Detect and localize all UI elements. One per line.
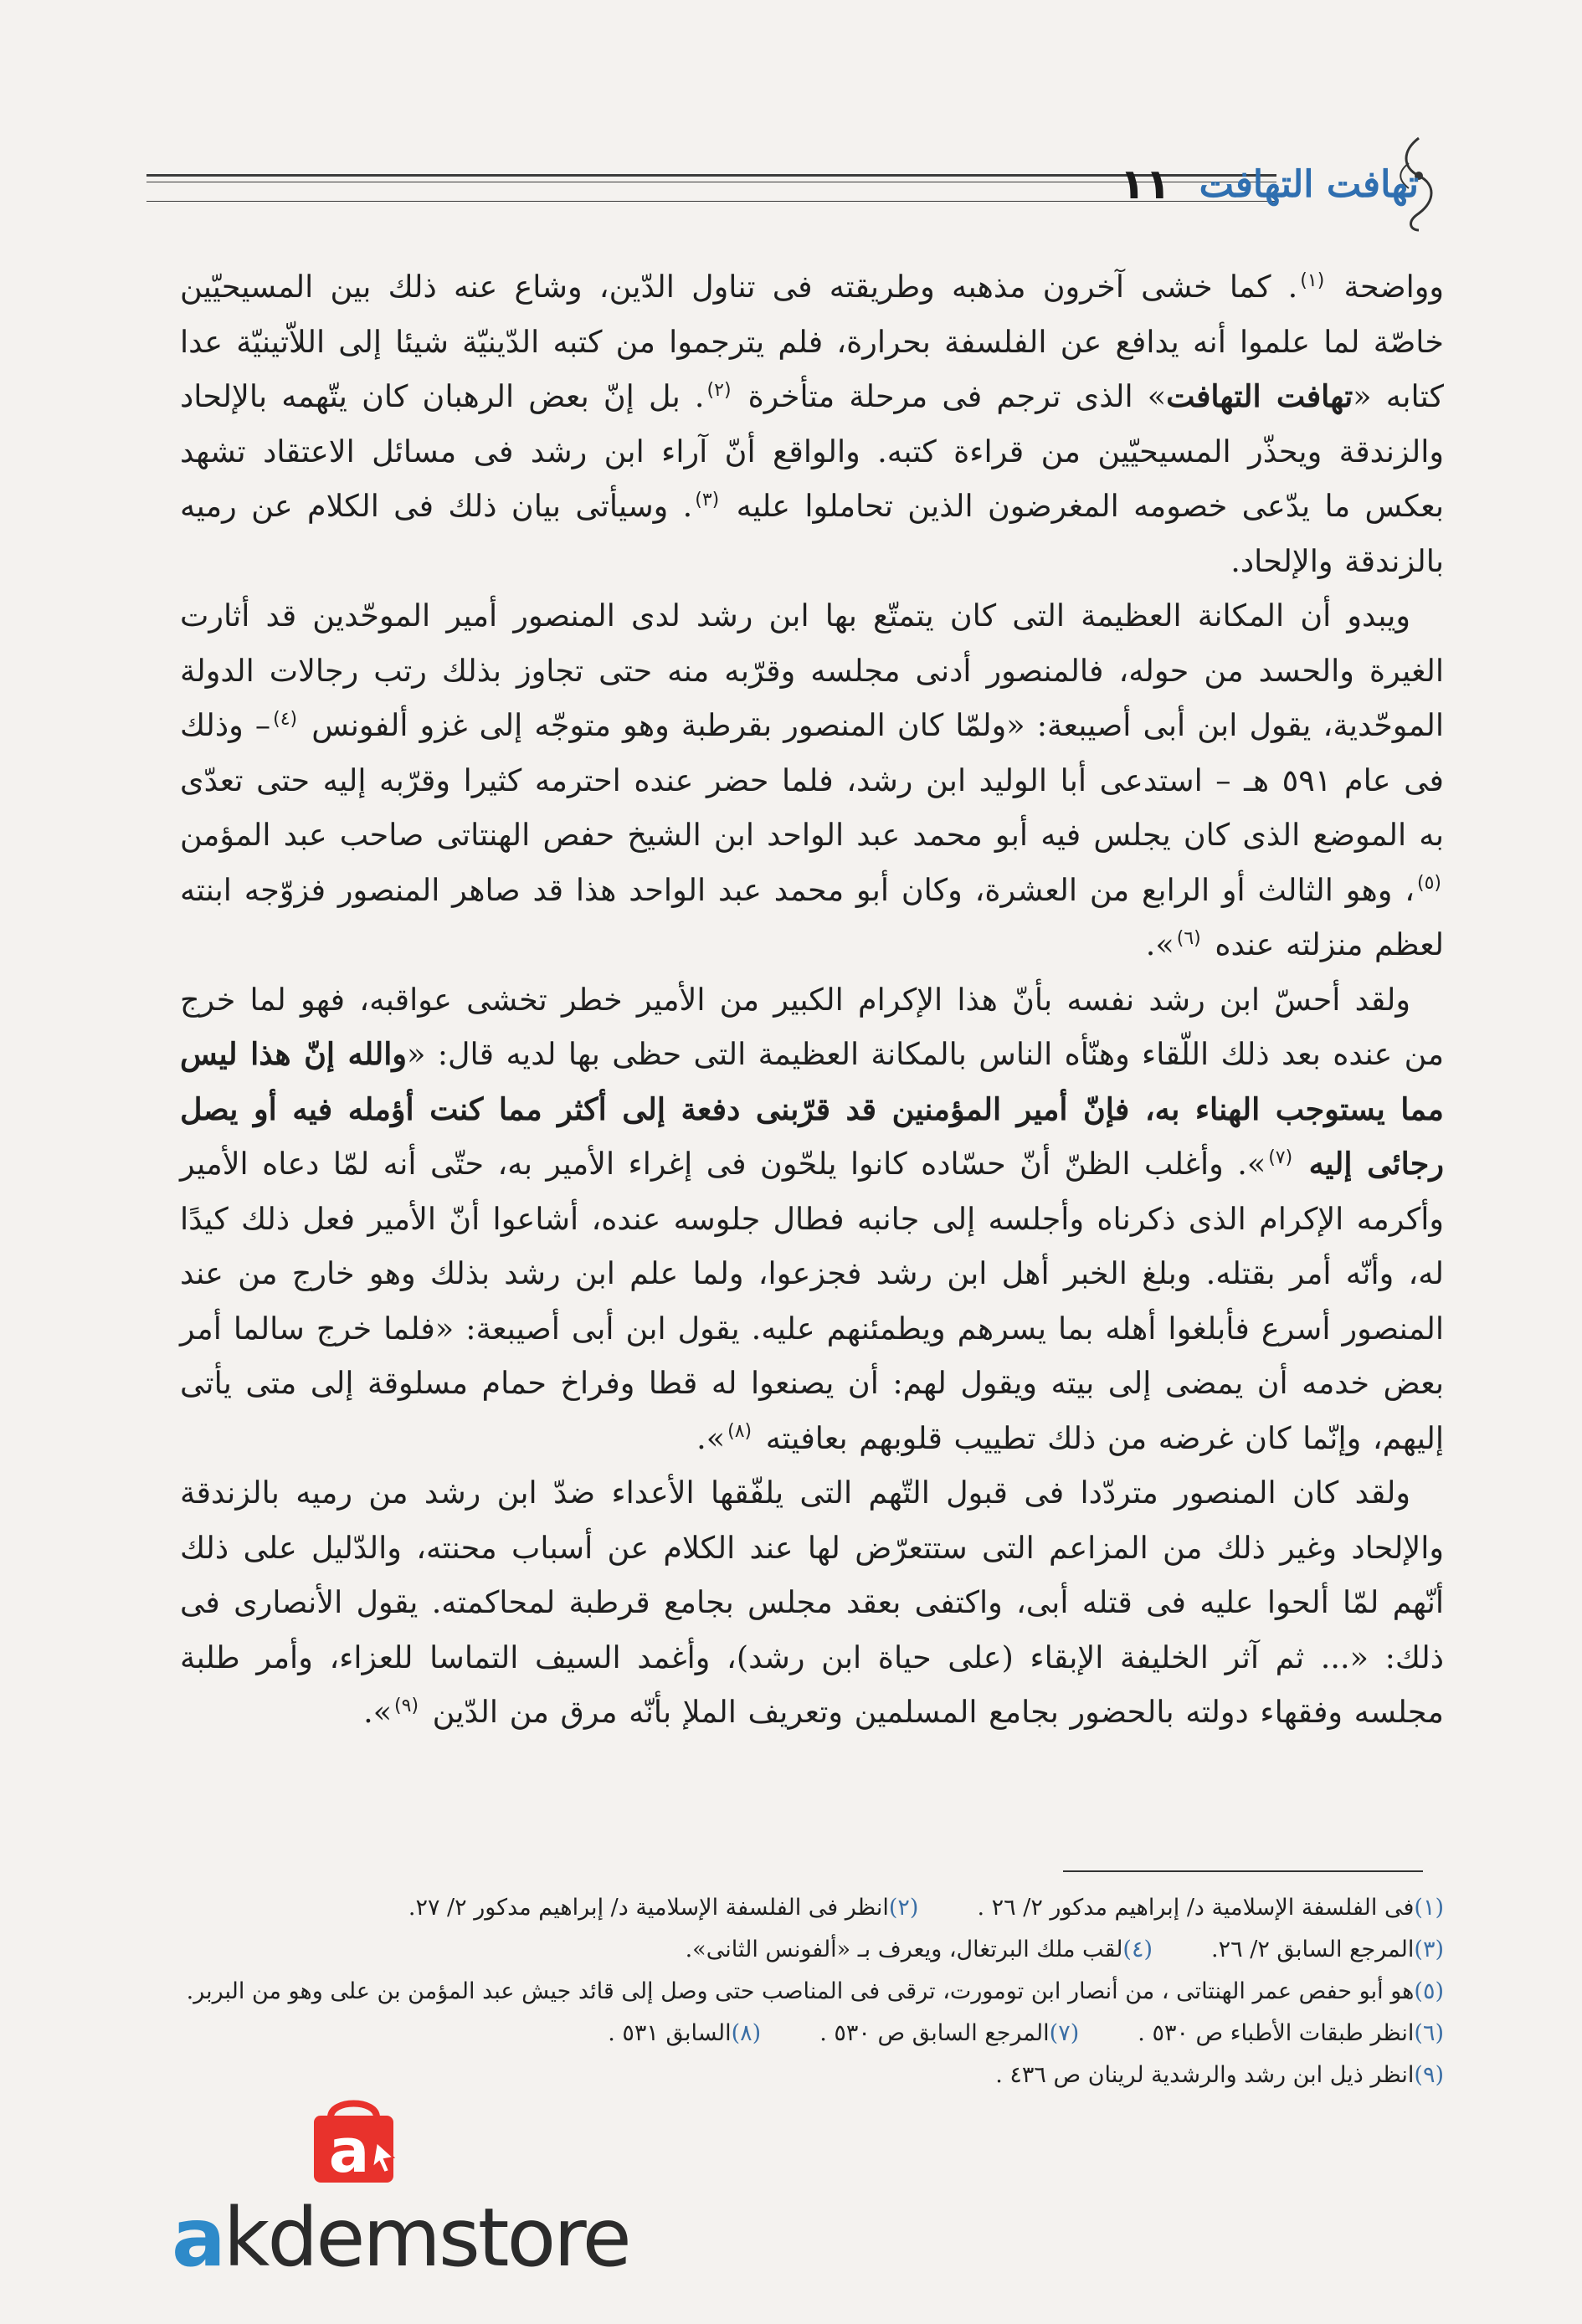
footnote [977, 1887, 1444, 1929]
footnote-rule [1063, 1870, 1423, 1872]
paragraph [180, 259, 1444, 588]
paragraph [180, 588, 1444, 972]
svg-text:a: a [328, 2116, 370, 2184]
running-title: تهافت التهافت [1199, 162, 1419, 206]
text-run: . وسيأتى بيان ذلك فى الكلام عن رميه بالزندقة والإلحاد. [180, 488, 1444, 579]
footnote-text: لقب ملك البرتغال، ويعرف بـ «ألفونس الثانى». [685, 1937, 1123, 1962]
footnote-number: (٨) [731, 2020, 762, 2046]
footnote-text: المرجع السابق ص ٥٣٠ . [819, 2020, 1050, 2046]
footnote-number: (٣) [1414, 1937, 1444, 1962]
text-run: ». [1145, 926, 1174, 962]
footnote-text: انظر طبقات الأطباء ص ٥٣٠ . [1138, 2020, 1415, 2046]
footnote [1138, 2013, 1444, 2055]
footnote-ref: (٥) [1416, 873, 1441, 895]
footnote-row [180, 1971, 1444, 2013]
text-run: – وذلك فى عام ٥٩١ هـ – استدعى أبا الوليد ابن رشد، فلما حضر عنده احترمه كثيرا وقرّبه إليه حتى تعدّى به الموضع الذى كان يجلس فيه أبو محمد عبد الواحد ابن الشيخ حفص الهنتاتى صاحب عبد المؤمن [180, 707, 1444, 853]
footnote-number: (٢) [888, 1895, 919, 1921]
text-run: . بل إنّ بعض الرهبان كان يتّهمه بالإلحاد والزندقة ويحذّر المسيحيّين من قراءة كتبه. والواقع أنّ آراء ابن رشد فى مسائل الاعتقاد تشهد بعكس ما يدّعى خصومه المغرضون الذين تحاملوا عليه [180, 378, 1444, 524]
text-run: ولقد أحسّ ابن رشد نفسه بأنّ هذا الإكرام الكبير من الأمير خطر تخشى عواقبه، فهو لما خرج من عنده بعد ذلك اللّقاء وهنّأه الناس بالمكانة العظيمة التى حظى بها لديه قال: « [180, 981, 1445, 1072]
text-run: ». وأغلب الظنّ أنّ حسّاده كانوا يلحّون فى إغراء الأمير به، حتّى أنه لمّا دعاه الأمير وأكرمه الإكرام الذى ذكرناه وأجلسه إلى جانبه فطال جلوسه عنده، أشاعوا أنّ الأمير فعل ذلك كيدًا له، وأنّه أمر بقتله. وبلغ الخبر أهل ابن رشد فجزعوا، ولما علم ابن رشد بذلك وهو خارج من عند المنصور أسرع فأبلغوا أهله بما يسرهم ويطمئنهم عليه. يقول ابن أبى أصيبعة: «فلما خرج سالما أمر بعض خدمه أن يمضى إلى بيته ويقول لهم: أن يصنعوا له قطا وفراخ حمام مسلوقة إلى متى يأتى إليهم، وإنّما كان غرضه من ذلك تطييب قلوبهم بعافيته [180, 1146, 1445, 1456]
shopping-bag-icon [297, 2092, 410, 2184]
footnote-ref: (٢) [706, 379, 732, 401]
footnote [995, 2055, 1444, 2096]
footnote [408, 1887, 919, 1929]
footnote-text: السابق ٥٣١ . [608, 2020, 732, 2046]
footnotes [180, 1887, 1444, 2096]
footnote [187, 1971, 1444, 2013]
text-run: وواضحة [1327, 269, 1444, 305]
text-run: ». [363, 1694, 393, 1730]
footnote-row [180, 2013, 1444, 2055]
footnote-text: فى الفلسفة الإسلامية د/ إبراهيم مدكور ٢/ ٢٦ . [977, 1895, 1415, 1921]
akdemstore-logo [172, 2092, 629, 2301]
footnote [1211, 1929, 1444, 1971]
paragraph [180, 972, 1444, 1466]
brand-wordmark: akdemstore [172, 2191, 629, 2285]
text-run: ». [696, 1419, 726, 1456]
footnote-number: (٧) [1049, 2020, 1080, 2046]
footnote-text: انظر فى الفلسفة الإسلامية د/ إبراهيم مدكور ٢/ ٢٧. [408, 1895, 889, 1921]
footnote-row [180, 1887, 1444, 1929]
footnote [819, 2013, 1079, 2055]
footnote-text: انظر ذيل ابن رشد والرشدية لرينان ص ٤٣٦ . [995, 2062, 1415, 2088]
page-number: ١١ [1119, 160, 1171, 208]
footnote-row [180, 2055, 1444, 2096]
page-header [146, 126, 1419, 234]
footnote-number: (٤) [1122, 1937, 1153, 1962]
footnote [608, 2013, 761, 2055]
text-run: ، وهو الثالث أو الرابع من العشرة، وكان أبو محمد عبد الواحد هذا قد صاهر المنصور فزوّجه ابنته لعظم منزلته عنده [180, 871, 1444, 962]
footnote-ref: (١) [1300, 269, 1325, 291]
footnote-ref: (٦) [1176, 927, 1201, 949]
footnote-ref: (٧) [1268, 1147, 1293, 1168]
text-run: . كما خشى آخرون مذهبه وطريقته فى تناول الدّين، وشاع عنه ذلك بين المسيحيّين خاصّة لما علموا أنه يدافع عن الفلسفة بحرارة، فلم يترجموا من كتبه الدّينيّة شيئا إلى اللاّتينيّة عدا كتابه « [180, 269, 1444, 414]
text-run: » الذى ترجم فى مرحلة متأخرة [733, 378, 1167, 414]
footnote-text: المرجع السابق ٢/ ٢٦. [1211, 1937, 1415, 1962]
main-text [180, 259, 1444, 1740]
text-run: ويبدو أن المكانة العظيمة التى كان يتمتّع بها ابن رشد لدى المنصور أمير الموحّدين قد أثارت الغيرة والحسد من حوله، فالمنصور أدنى مجلسه وقرّبه منه حتى تجاوز بذلك رتب رجالات الدولة الموحّدية، يقول ابن أبى أصيبعة: «ولمّا كان المنصور بقرطبة وهو متوجّه إلى غزو ألفونس [180, 598, 1444, 743]
footnote-row [180, 1929, 1444, 1971]
footnote-ref: (٤) [273, 708, 298, 730]
text-run: ولقد كان المنصور متردّدا فى قبول التّهم التى يلفّقها الأعداء ضدّ ابن رشد من رميه بالزندقة والإلحاد وغير ذلك من المزاعم التى ستتعرّض لها عند الكلام عن أسباب محنته، والدّليل على ذلك أنّهم لمّا ألحوا عليه فى قتله أبى، واكتفى بعقد مجلس بجامع قرطبة لمحاكمته. يقول الأنصارى فى ذلك: «... ثم آثر الخليفة الإبقاء (على حياة ابن رشد)، وأغمد السيف التماسا للعزاء، وأمر طلبة مجلسه وفقهاء دولته بالحضور بجامع المسلمين وتعريف الملإ بأنّه مرق من الدّين [180, 1475, 1444, 1730]
footnote-ref: (٣) [695, 489, 720, 510]
text-run: تهافت التهافت [1166, 378, 1353, 414]
footnote [686, 1929, 1153, 1971]
footnote-number: (٦) [1414, 2020, 1444, 2046]
paragraph [180, 1465, 1444, 1740]
footnote-number: (٥) [1414, 1978, 1444, 2004]
footnote-text: هو أبو حفص عمر الهنتاتى ، من أنصار ابن تومورت، ترقى فى المناصب حتى وصل إلى قائد جيش عبد المؤمن بن على وهو من البربر. [186, 1978, 1415, 2004]
footnote-number: (٩) [1414, 2062, 1444, 2088]
text-run: والله إنّ هذا ليس مما يستوجب الهناء به، فإنّ أمير المؤمنين قد قرّبنى دفعة إلى أكثر مما كنت أؤمله فيه أو يصل رجائى إليه [180, 1036, 1444, 1182]
text-run [1295, 1146, 1308, 1182]
footnote-ref: (٩) [394, 1695, 419, 1716]
footnote-ref: (٨) [727, 1421, 752, 1443]
footnote-number: (١) [1414, 1895, 1444, 1921]
